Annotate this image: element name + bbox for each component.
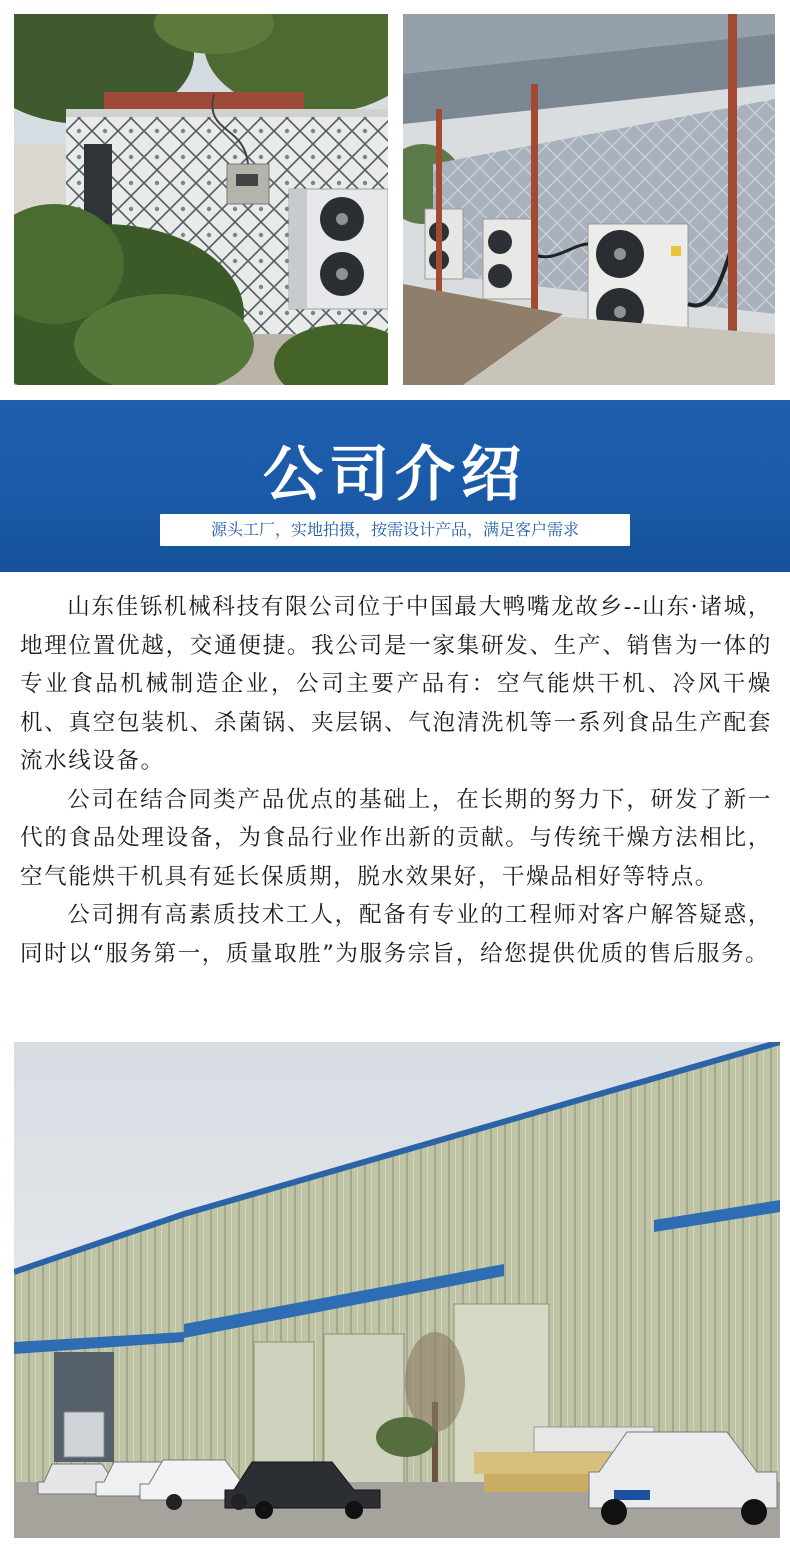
- intro-paragraph: 公司在结合同类产品优点的基础上，在长期的努力下，研发了新一代的食品处理设备，为食品行业作出新的贡献。与传统干燥方法相比，空气能烘干机具有延长保质期，脱水效果好，干燥品相好等特点。: [20, 786, 772, 890]
- intro-paragraph: 山东佳铄机械科技有限公司位于中国最大鸭嘴龙故乡--山东·诸城，地理位置优越，交通便捷。我公司是一家集研发、生产、销售为一体的专业食品机械制造企业，公司主要产品有：空气能烘干机、冷风干燥机、真空包装机、杀菌锅、夹层锅、气泡清洗机等一系列食品生产配套流水线设备。: [20, 594, 772, 774]
- top-left-photo: [14, 14, 388, 385]
- factory-building-photo: [14, 1042, 780, 1538]
- banner-subtitle: 源头工厂，实地拍摄，按需设计产品，满足客户需求: [160, 514, 630, 546]
- company-intro-text: [20, 588, 772, 973]
- factory-photo: [14, 1042, 780, 1538]
- intro-paragraph: 公司拥有高素质技术工人，配备有专业的工程师对客户解答疑惑，同时以“服务第一，质量取胜”为服务宗旨，给您提供优质的售后服务。: [20, 902, 772, 967]
- drying-room-photo: [403, 14, 775, 385]
- cold-storage-room-photo: [14, 14, 388, 385]
- banner-title: 公司介绍: [263, 440, 527, 510]
- top-right-photo: [403, 14, 775, 385]
- company-intro-banner: [0, 400, 790, 572]
